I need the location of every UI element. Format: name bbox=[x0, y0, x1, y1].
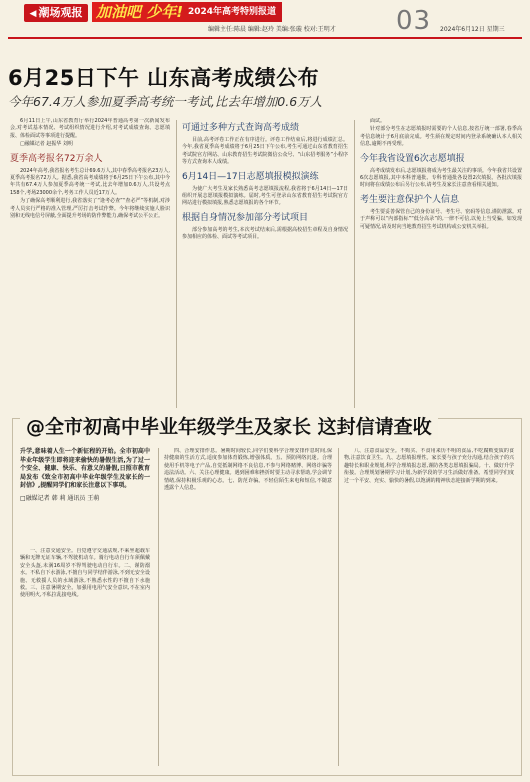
article1-column-2 bbox=[182, 118, 348, 408]
letter-column-3 bbox=[344, 448, 514, 768]
paragraph: 2024年高考,我省报名考生总计69.6万人,其中春季高考报名23万人,夏季高考报名72万人。据悉,我省高考成绩将于6月25日下午公布,其中今年共有67.4万人参加夏季高考统一考试,比去年增加0.6万人,共设考点158个,考场23000余个,考务工作人员近17万人。 bbox=[10, 167, 170, 196]
section-heading: 可通过多种方式查询高考成绩 bbox=[182, 123, 300, 133]
section-heading: 根据自身情况参加部分考试项目 bbox=[182, 212, 309, 223]
paragraph: 6月11日上午,山东省教育厅举行2024年普通高考第一次新闻发布会,对考试基本情况、考试组织情况进行介绍,对考试成绩查询、志愿填报、体检面试等事项进行提醒。 bbox=[10, 118, 170, 139]
paragraph: 考生要妥善保管自己的身份证号、考生号、密码等信息,谨防泄露。对于声称可以“内部指标”“低分高录”的,一律不可信,以免上当受骗。如发现可疑情况,请及时向当地教育招生考试机构或公安机关举报。 bbox=[360, 208, 522, 230]
section-heading: 今年我省设置6次志愿填报 bbox=[360, 153, 465, 164]
article-subhead: 今年67.4万人参加夏季高考统一考试,比去年增加0.6万人 bbox=[8, 94, 323, 109]
letter-column-1 bbox=[20, 548, 150, 768]
lead-paragraph: 升学,意味着人生一个新征程的开始。全市初高中毕业年级学生即将迎来偷快的暑假生活,为了过一个安全、健康、快乐、有意义的暑假,日照市教育局发布《致全市初高中毕业年级学生及家长的一封信》,提醒同学们和家长注意以下事项。 bbox=[20, 448, 150, 490]
section-heading: 6月14日—17日志愿填报模拟演练 bbox=[182, 171, 319, 182]
page-header bbox=[0, 0, 530, 38]
paragraph: 高考成绩发布后,志愿填报将成为考生最关注的事项。今年我省共设置6次志愿填报,其中本科普通批、专科普通批各设置2次填报。各批次填报时间将在成绩公布后另行公布,请考生及家长注意查看相关通知。 bbox=[360, 167, 522, 189]
arrow-icon: ◀ bbox=[29, 9, 37, 19]
article1-column-3 bbox=[360, 118, 522, 408]
letter-lead bbox=[20, 448, 150, 504]
paragraph: 面试。 bbox=[370, 118, 386, 124]
slogan-text: 加油吧 少年! bbox=[96, 3, 184, 21]
column-divider bbox=[158, 448, 159, 766]
editor-credits: 编辑主任:陈晨 编辑:赵玲 美编:张璇 校对:王明才 bbox=[208, 26, 336, 33]
column-divider bbox=[176, 120, 177, 408]
header-rule bbox=[8, 37, 522, 39]
special-report-banner bbox=[92, 2, 282, 22]
paragraph: 八、注意食品安全。不购买、不食用来历不明的食品,不吃腐败变质的食物,注意饮食卫生。九、志愿填报理性。家长要与孩子充分沟通,结合孩子的兴趣特长和职业规划,科学合理填报志愿,谨防各类志愿填报骗局。十、做好升学衔接。合理规划暑期学习计划,为新学段的学习生活做好准备。希望同学们度过一个平安、充实、愉快的暑假,以饱满的精神状态迎接新学期的到来。 bbox=[344, 448, 514, 484]
letter-article-title: @全市初高中毕业年级学生及家长 这封信请查收 bbox=[20, 412, 438, 439]
column-divider bbox=[354, 120, 355, 408]
column-divider bbox=[338, 448, 339, 766]
section-logo-text: 潮场观报 bbox=[38, 6, 83, 19]
article-headline: 6月25日下午 山东高考成绩公布 bbox=[8, 66, 320, 90]
paragraph: 一、注意交通安全。自觉遵守交通法规,不乘坐超载车辆和无牌无证车辆,不驾驶机动车。骑行电动自行车须佩戴安全头盔,未满16周岁不得驾驶电动自行车。二、谨防溺水。不私自下水游泳,不擅自与同学结伴游泳,不到无安全设施、无救援人员的水域游泳,不熟悉水性的不擅自下水施救。三、注意暑期安全。加强用电用气安全意识,不在室内使用明火,不私拉乱接电线。 bbox=[20, 548, 150, 599]
section-heading: 夏季高考报名72万余人 bbox=[10, 153, 103, 164]
section-logo bbox=[24, 4, 88, 22]
letter-column-2 bbox=[164, 448, 332, 768]
paragraph: 为了确保高考顺利进行,我省落实了“逢考必查”“查必严”等机制,对涉考人员实行严格的准入管理,严厉打击考试作弊。今年将继续实施人脸识别和无线电信号屏蔽,全面提升考场的防作弊能力,确保考试公平公正。 bbox=[10, 198, 170, 220]
byline: □融媒记者 韩 莉 通讯员 王萌 bbox=[20, 494, 100, 502]
paragraph: 部分参加高考的考生,本次考试结束后,需根据高校招生章程及自身情况参加相应的体检、面试等考试项目。 bbox=[182, 226, 348, 241]
paragraph: 四、合理安排作息。暑期时间较长,同学们要科学合理安排作息时间,保持健康的生活方式,适度参加体育锻炼,增强体质。五、预防网络沉迷。合理使用手机等电子产品,自觉抵制网络不良信息,不参与网络赌博、网络诈骗等违法活动。六、关注心理健康。遇到困难和挫折时要主动寻求帮助,学会调节情绪,保持积极乐观的心态。七、防范诈骗。不轻信陌生来电和短信,不随意透露个人信息。 bbox=[164, 448, 332, 492]
paragraph: 针对部分考生在志愿填报时需要的个人信息,按省厅统一部署,春季高考信息统计于6月底前完成。考生须在规定时间内登录系统确认本人相关信息,逾期不再受理。 bbox=[360, 126, 522, 148]
issue-date: 2024年6月12日 星期三 bbox=[440, 26, 505, 33]
slogan-subtitle: 2024年高考特别报道 bbox=[188, 7, 277, 17]
page-number: 03 bbox=[396, 6, 432, 36]
byline: □融媒记者 赵振华 刘明 bbox=[20, 141, 73, 148]
article1-column-1 bbox=[10, 118, 170, 408]
section-heading: 考生要注意保护个人信息 bbox=[360, 194, 460, 205]
paragraph: 目前,高考评卷工作正在有序进行。评卷工作结束后,将进行成绩汇总。今年,我省夏季高考成绩将于6月25日下午公布,考生可通过山东省教育招生考试院官方网站、山东教育招生考试院微信公众号、“山东招考服务”小程序等方式查询本人成绩。 bbox=[182, 137, 348, 166]
paragraph: 为使广大考生及家长熟悉高考志愿填报流程,我省将于6月14日—17日组织开展志愿填报模拟演练。届时,考生可登录山东省教育招生考试院官方网站进行模拟填报,熟悉志愿填报的各个环节。 bbox=[182, 185, 348, 207]
